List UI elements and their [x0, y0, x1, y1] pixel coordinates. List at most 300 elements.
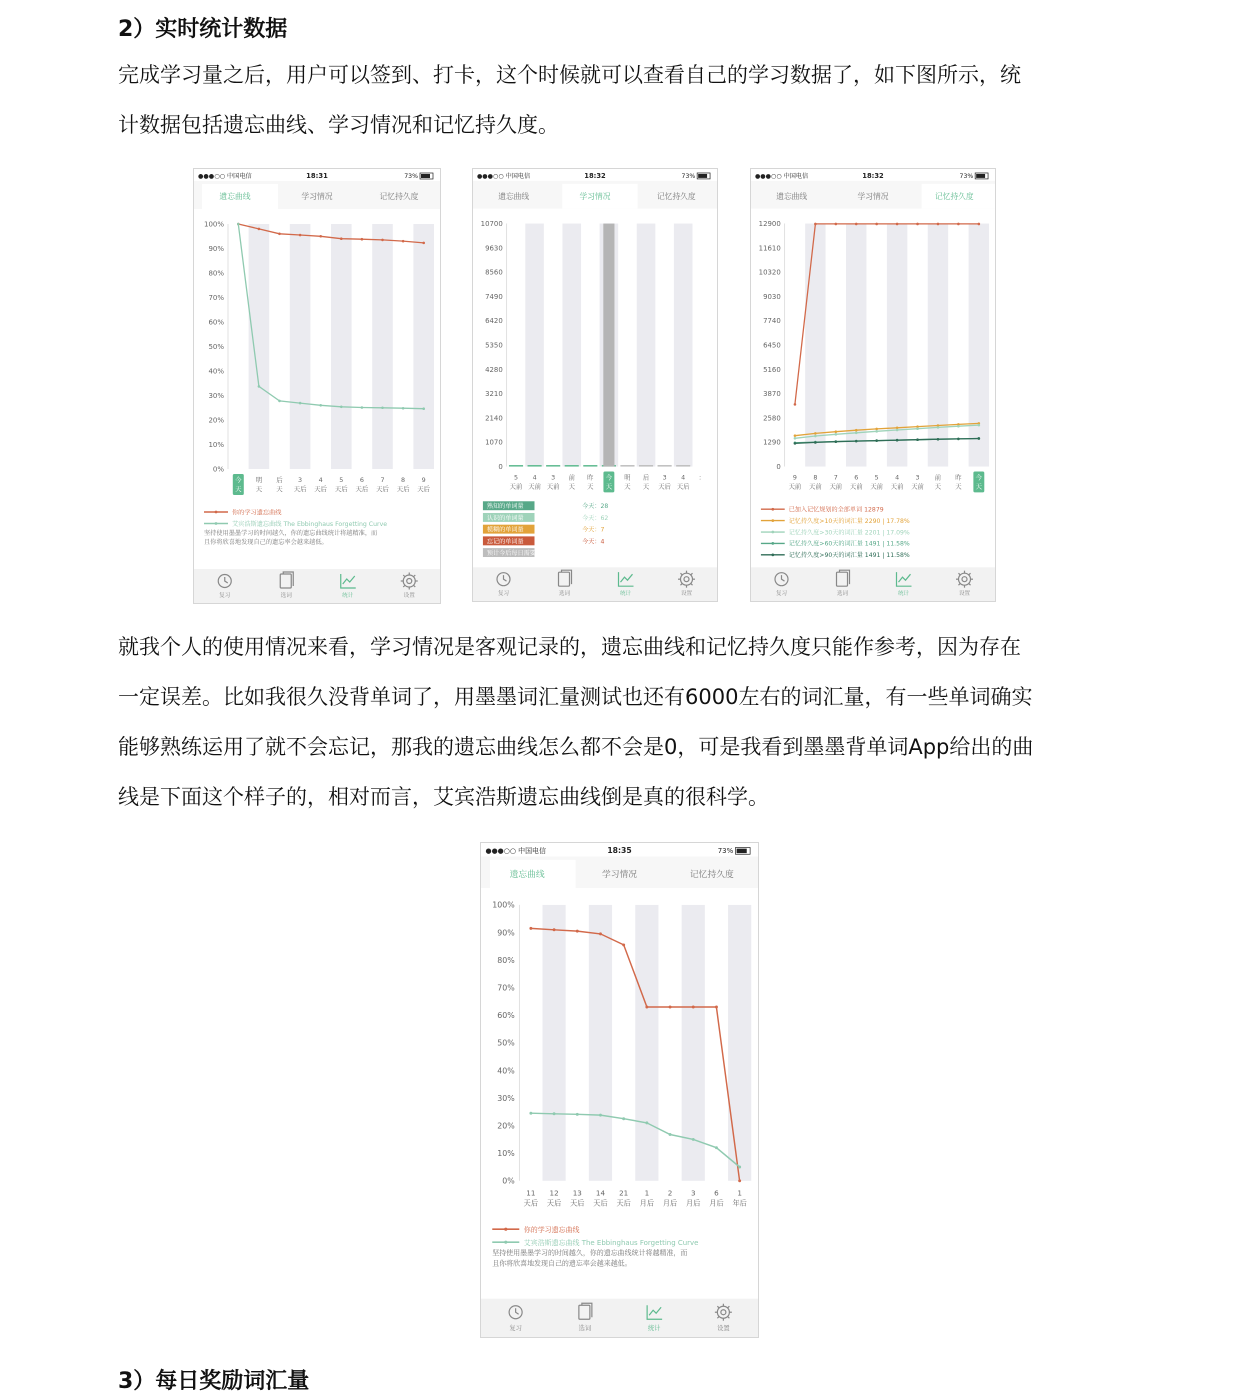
x-tick-label: 4 — [318, 476, 323, 484]
x-tick-label: 4 — [895, 474, 900, 482]
tab-memory-durability[interactable]: 记忆持久度 — [935, 191, 974, 201]
y-tick-label: 70% — [497, 983, 515, 993]
legend-label: 记忆持久度>10天的词汇量 2290 | 17.78% — [788, 517, 910, 525]
x-tick-label: 昨 — [587, 474, 594, 482]
bottom-nav — [751, 567, 995, 601]
legend-marker — [504, 1241, 507, 1244]
x-tick-label: 后 — [276, 476, 283, 484]
x-tick-label: 天 — [568, 483, 575, 491]
data-point — [896, 223, 899, 226]
data-point — [835, 430, 838, 433]
y-tick-label: 60% — [208, 318, 224, 327]
bar — [676, 465, 690, 466]
chart-column-stripe — [969, 224, 989, 467]
y-tick-label: 3210 — [485, 390, 503, 399]
paragraph-intro — [118, 50, 1128, 150]
y-tick-label: 10320 — [758, 268, 781, 277]
x-tick-label: 天前 — [788, 483, 802, 491]
data-point — [937, 438, 940, 441]
data-point — [258, 228, 261, 231]
x-tick-label: 5 — [513, 474, 519, 482]
legend-marker — [504, 1228, 507, 1231]
carrier-label: ●●●○○ 中国电信 — [485, 847, 547, 856]
legend-marker — [771, 542, 774, 545]
data-point — [835, 433, 838, 436]
y-tick-label: 30% — [208, 392, 224, 400]
x-tick-label: 明 — [255, 476, 263, 484]
x-tick-label: 天后 — [593, 1198, 608, 1208]
x-tick-label: 天后 — [570, 1198, 585, 1208]
x-tick-label: 天前 — [890, 483, 904, 491]
data-point — [957, 425, 960, 428]
data-point — [814, 223, 817, 226]
data-point — [258, 385, 261, 388]
x-tick-label: 前 — [568, 474, 575, 482]
x-tick-label: 天 — [255, 485, 263, 493]
tab-forgetting-curve[interactable]: 遗忘曲线 — [498, 191, 530, 201]
data-point — [978, 223, 981, 226]
legend-marker — [215, 511, 218, 514]
chart-column-stripe — [589, 905, 612, 1181]
data-point — [738, 1166, 741, 1169]
y-tick-label: 6450 — [763, 341, 781, 350]
x-tick-label: 3 — [551, 474, 556, 482]
legend-marker — [771, 553, 774, 556]
x-tick-label: 天 — [624, 483, 631, 491]
bar — [658, 465, 672, 466]
nav-label: 统计 — [897, 591, 910, 598]
paragraph-line: 就我个人的使用情况来看，学习情况是客观记录的，遗忘曲线和记忆持久度只能作参考，因为存在 — [118, 635, 1021, 659]
data-point — [599, 1114, 602, 1117]
x-tick-label: 天前 — [870, 483, 883, 491]
y-tick-label: 50% — [497, 1038, 515, 1048]
x-tick-label: 14 — [595, 1188, 606, 1198]
bar — [620, 465, 634, 466]
legend-value: 今天：28 — [582, 503, 609, 511]
y-tick-label: 20% — [208, 416, 224, 425]
data-point — [794, 437, 797, 440]
nav-label: 统计 — [342, 593, 354, 599]
x-tick-label: 8 — [813, 474, 818, 482]
data-point — [978, 424, 981, 427]
x-tick-label: 天 — [955, 483, 962, 491]
status-bar — [198, 172, 433, 180]
x-tick-label: 天 — [975, 483, 982, 491]
data-point — [738, 1179, 741, 1182]
data-point — [875, 439, 878, 442]
legend-label: 记忆持久度>60天的词汇量 1491 | 11.58% — [788, 540, 910, 548]
legend — [483, 501, 608, 557]
x-tick-label: 天前 — [849, 483, 863, 491]
x-tick-label: 12 — [549, 1188, 559, 1198]
x-tick-label: 天前 — [829, 483, 843, 491]
section-3-heading: 3）每日奖励词汇量 — [118, 1369, 310, 1394]
nav-label: 复习 — [509, 1325, 522, 1333]
x-tick-label: 年后 — [732, 1198, 747, 1208]
data-point — [299, 234, 302, 237]
nav-label: 复习 — [219, 593, 231, 599]
y-tick-label: 30% — [497, 1093, 515, 1103]
data-point — [319, 404, 322, 407]
legend-marker — [771, 508, 774, 511]
legend-label: 你的学习遗忘曲线 — [523, 1225, 580, 1234]
data-point — [794, 442, 797, 445]
bar — [583, 465, 597, 466]
data-point — [835, 440, 838, 443]
legend — [492, 1225, 698, 1267]
y-tick-label: 70% — [208, 294, 224, 302]
data-point — [814, 435, 817, 438]
x-tick-label: 昨 — [955, 474, 962, 482]
clock-label: 18:32 — [584, 171, 606, 180]
y-tick-label: 10% — [208, 441, 224, 449]
x-tick-label: 7 — [380, 476, 385, 484]
y-tick-label: 11610 — [758, 244, 781, 253]
x-tick-label: 天后 — [355, 485, 369, 493]
tab-study-status[interactable]: 学习情况 — [857, 191, 889, 201]
y-tick-label: 0% — [212, 465, 224, 474]
chart-column-stripe — [674, 224, 693, 467]
battery-percent: 73% — [959, 172, 974, 180]
y-tick-label: 10700 — [480, 220, 503, 229]
chart-column-stripe — [331, 224, 352, 469]
nav-label: 设置 — [403, 593, 415, 599]
x-tick-label: 前 — [934, 474, 942, 482]
x-tick-label: 天后 — [546, 1198, 562, 1208]
x-tick-label: 今 — [605, 474, 613, 482]
x-tick-label: 月后 — [709, 1198, 724, 1208]
screenshot-forgetting-curve — [193, 168, 441, 604]
battery-icon — [737, 849, 747, 854]
nav-label: 复习 — [497, 591, 510, 598]
y-tick-label: 0 — [498, 463, 503, 472]
data-point — [402, 240, 405, 243]
y-tick-label: 3870 — [763, 390, 781, 399]
y-tick-label: 7490 — [485, 292, 503, 301]
y-tick-label: 9630 — [485, 244, 503, 253]
paragraph-line: 完成学习量之后，用户可以签到、打卡，这个时候就可以查看自己的学习数据了，如下图所示，统 — [118, 63, 1021, 87]
phone-screen — [473, 169, 717, 601]
tab-memory-durability[interactable]: 记忆持久度 — [379, 192, 419, 201]
x-tick-label: 4 — [681, 474, 686, 482]
y-tick-label: 100% — [492, 900, 515, 910]
data-point — [576, 930, 579, 933]
y-tick-label: 90% — [497, 928, 515, 938]
y-tick-label: 50% — [208, 343, 224, 351]
chart-footnote: 坚持使用墨墨学习的时间越久，你的遗忘曲线统计将越精准，而 — [204, 530, 378, 537]
data-point — [916, 223, 919, 226]
x-tick-label: 天 — [587, 483, 594, 491]
legend-value: 今天：7 — [582, 526, 605, 534]
data-point — [896, 429, 899, 432]
data-point — [875, 223, 878, 226]
tab-bar — [473, 181, 717, 209]
chart-footnote: 且你将欣喜地发现自己的遗忘率会越来越低。 — [204, 539, 328, 546]
x-tick-label: ： — [698, 474, 705, 482]
data-point — [957, 438, 960, 441]
data-point — [855, 223, 858, 226]
y-tick-label: 0% — [502, 1176, 515, 1186]
screenshot-memory-durability — [750, 168, 996, 602]
chart-column-stripe — [928, 224, 948, 467]
x-tick-label: 天 — [235, 485, 242, 493]
tab-forgetting-curve[interactable]: 遗忘曲线 — [776, 191, 808, 201]
y-tick-label: 40% — [208, 367, 224, 376]
status-bar — [486, 846, 751, 855]
legend-label: 忘记的单词量 — [486, 538, 524, 546]
x-tick-label: 天后 — [376, 485, 389, 493]
status-bar — [477, 172, 710, 180]
x-tick-label: 21 — [619, 1188, 629, 1198]
data-point — [937, 426, 940, 429]
bar — [546, 465, 560, 466]
chart-footnote: 且你将欣喜地发现自己的遗忘率会越来越低。 — [492, 1259, 632, 1268]
x-tick-label: 天 — [934, 483, 942, 491]
data-point — [340, 237, 343, 240]
data-point — [855, 429, 858, 432]
battery-percent: 73% — [717, 847, 734, 856]
y-tick-label: 4280 — [485, 365, 503, 374]
legend-marker — [771, 531, 774, 534]
bottom-nav — [194, 569, 440, 603]
y-tick-label: 9030 — [763, 292, 781, 301]
carrier-label: ●●●○○ 中国电信 — [198, 173, 252, 180]
x-tick-label: 月后 — [686, 1198, 701, 1208]
chart-column-stripe — [290, 224, 311, 469]
clock-label: 18:31 — [306, 172, 328, 180]
data-point — [916, 438, 919, 441]
legend-label: 记忆持久度>30天的词汇量 2201 | 17.09% — [788, 529, 910, 537]
y-tick-label: 90% — [208, 245, 224, 253]
nav-label: 统计 — [647, 1325, 661, 1333]
x-tick-label: 天前 — [528, 483, 541, 491]
data-point — [319, 235, 322, 238]
x-tick-label: 天后 — [396, 485, 410, 493]
legend-value: 今天：62 — [582, 514, 609, 522]
data-point — [855, 440, 858, 443]
data-point — [599, 932, 602, 935]
nav-label: 选词 — [578, 1325, 592, 1333]
data-point — [361, 406, 364, 409]
x-tick-label: 天前 — [546, 483, 560, 491]
data-point — [715, 1146, 718, 1149]
x-tick-label: 11 — [526, 1188, 536, 1198]
paragraph-line: 计数据包括遗忘曲线、学习情况和记忆持久度。 — [118, 113, 559, 137]
data-point — [381, 406, 384, 409]
tab-study-status[interactable]: 学习情况 — [601, 869, 638, 880]
legend-marker — [215, 522, 218, 525]
data-point — [692, 1006, 695, 1009]
x-tick-label: 天前 — [911, 483, 924, 491]
tab-forgetting-curve[interactable]: 遗忘曲线 — [219, 192, 251, 201]
x-tick-label: 5 — [874, 474, 879, 482]
tab-bar — [751, 181, 995, 209]
data-point — [553, 1112, 556, 1115]
tab-memory-durability[interactable]: 记忆持久度 — [689, 869, 734, 880]
chart-column-stripe — [637, 224, 656, 467]
x-tick-label: 天后 — [676, 483, 690, 491]
y-tick-label: 10% — [497, 1149, 515, 1159]
x-tick-label: 6 — [714, 1188, 719, 1198]
y-tick-label: 1070 — [485, 438, 503, 447]
tab-bar — [481, 857, 758, 889]
legend-label: 预计今后每日需要复习的单词量 — [486, 550, 573, 558]
x-tick-label: 天 — [642, 483, 650, 491]
screenshot-study-status — [472, 168, 718, 602]
chart-column-stripe — [562, 224, 581, 467]
x-tick-label: 后 — [642, 474, 650, 482]
data-point — [645, 1121, 648, 1124]
nav-label: 统计 — [619, 591, 632, 598]
data-point — [794, 434, 797, 437]
data-point — [529, 927, 532, 930]
tab-study-status[interactable]: 学习情况 — [579, 191, 611, 201]
data-point — [916, 427, 919, 430]
chart-column-stripe — [542, 905, 565, 1181]
y-tick-label: 5350 — [485, 341, 503, 350]
carrier-label: ●●●○○ 中国电信 — [476, 172, 531, 180]
y-tick-label: 80% — [208, 269, 224, 278]
x-tick-label: 3 — [662, 474, 667, 482]
battery-icon — [698, 174, 707, 178]
x-tick-label: 天 — [605, 483, 613, 491]
data-point — [237, 223, 240, 226]
bar-forecast — [603, 224, 614, 467]
x-tick-label: 2 — [667, 1188, 673, 1198]
legend — [761, 505, 910, 559]
x-tick-label: 天后 — [314, 485, 328, 493]
y-tick-label: 5160 — [763, 365, 781, 374]
nav-label: 设置 — [717, 1325, 730, 1333]
paragraph-commentary — [118, 622, 1128, 822]
chart — [759, 220, 989, 492]
y-tick-label: 20% — [497, 1121, 515, 1131]
y-tick-label: 60% — [497, 1011, 515, 1021]
data-point — [669, 1006, 672, 1009]
x-tick-label: 天后 — [293, 485, 307, 493]
y-tick-label: 1290 — [763, 438, 781, 447]
legend-label: 你的学习遗忘曲线 — [232, 509, 282, 517]
chart-column-stripe — [413, 224, 434, 469]
x-tick-label: 天后 — [417, 485, 431, 493]
data-point — [957, 223, 960, 226]
data-point — [553, 928, 556, 931]
x-tick-label: 3 — [915, 474, 920, 482]
data-point — [381, 239, 384, 242]
y-tick-label: 2580 — [763, 414, 781, 423]
paragraph-line: 线是下面这个样子的，相对而言，艾宾浩斯遗忘曲线倒是真的很科学。 — [118, 785, 769, 809]
phone-screen — [751, 169, 995, 601]
data-point — [278, 400, 281, 403]
x-tick-label: 3 — [690, 1188, 696, 1198]
legend-value: 今天：4 — [582, 538, 605, 546]
nav-label: 选词 — [558, 591, 571, 598]
carrier-label: ●●●○○ 中国电信 — [754, 172, 809, 180]
x-tick-label: 13 — [572, 1188, 582, 1198]
nav-label: 选词 — [280, 593, 292, 599]
data-point — [645, 1006, 648, 1009]
data-point — [622, 1117, 625, 1120]
x-tick-label: 4 — [532, 474, 537, 482]
data-point — [835, 223, 838, 226]
data-point — [402, 407, 405, 410]
y-tick-label: 80% — [497, 955, 515, 965]
data-point — [299, 402, 302, 405]
data-point — [875, 430, 878, 433]
legend-label: 记忆持久度>90天的词汇量 1491 | 11.58% — [788, 552, 910, 560]
nav-label: 选词 — [836, 591, 849, 598]
x-tick-label: 天后 — [616, 1198, 631, 1208]
x-tick-label: 1 — [737, 1188, 742, 1198]
y-tick-label: 6420 — [485, 317, 503, 326]
y-tick-label: 0 — [776, 463, 781, 472]
x-tick-label: 明 — [624, 474, 631, 482]
legend-label: 认识的单词量 — [486, 514, 524, 522]
nav-label: 设置 — [680, 591, 693, 598]
x-tick-label: 天后 — [523, 1198, 539, 1208]
chart — [481, 220, 705, 492]
tab-bar — [194, 181, 440, 209]
chart-column-stripe — [372, 224, 393, 469]
data-point — [794, 403, 797, 406]
y-tick-label: 12900 — [758, 220, 781, 229]
y-tick-label: 2140 — [485, 414, 503, 423]
x-tick-label: 天前 — [809, 483, 822, 491]
data-point — [669, 1133, 672, 1136]
legend — [204, 508, 387, 546]
bottom-nav — [473, 567, 717, 601]
chart-footnote: 坚持使用墨墨学习的时间越久，你的遗忘曲线统计将越精准，而 — [492, 1249, 688, 1258]
clock-label: 18:32 — [862, 171, 884, 180]
legend-label: 艾宾浩斯遗忘曲线 The Ebbinghaus Forgetting Curve — [232, 520, 388, 528]
x-tick-label: 3 — [298, 476, 303, 484]
phone-screen — [481, 843, 758, 1337]
paragraph-line: 一定误差。比如我很久没背单词了，用墨墨词汇量测试也还有6000左右的词汇量，有一些单词确实 — [118, 685, 1033, 709]
bar — [528, 465, 542, 466]
legend-label: 已加入记忆规划的全部单词 12879 — [788, 506, 884, 514]
x-tick-label: 天后 — [334, 485, 348, 493]
legend-label: 熟知的单词量 — [486, 503, 524, 511]
tab-study-status[interactable]: 学习情况 — [301, 192, 333, 201]
x-tick-label: 9 — [421, 476, 426, 484]
bar — [639, 465, 653, 466]
chart-column-stripe — [249, 224, 270, 469]
data-point — [896, 426, 899, 429]
tab-memory-durability[interactable]: 记忆持久度 — [657, 191, 696, 201]
bar — [509, 465, 523, 466]
paragraph-line: 能够熟练运用了就不会忘记，那我的遗忘曲线怎么都不会是0，可是我看到墨墨背单词App给出的曲 — [118, 735, 1034, 759]
y-tick-label: 100% — [203, 220, 224, 229]
x-tick-label: 天后 — [658, 483, 671, 491]
tab-forgetting-curve[interactable]: 遗忘曲线 — [509, 869, 545, 880]
screenshot-forgetting-curve-long-term — [480, 842, 759, 1338]
data-point — [622, 943, 625, 946]
x-tick-label: 6 — [359, 476, 364, 484]
legend-label: 模糊的单词量 — [486, 526, 524, 534]
data-point — [422, 407, 425, 410]
data-point — [715, 1006, 718, 1009]
x-tick-label: 8 — [401, 476, 406, 484]
data-point — [422, 242, 425, 245]
data-point — [361, 238, 364, 241]
data-point — [896, 439, 899, 442]
x-tick-label: 9 — [792, 474, 797, 482]
nav-label: 复习 — [775, 591, 788, 598]
data-point — [529, 1112, 532, 1115]
data-point — [875, 428, 878, 431]
x-tick-label: 月后 — [639, 1198, 655, 1208]
x-tick-label: 天前 — [509, 483, 523, 491]
